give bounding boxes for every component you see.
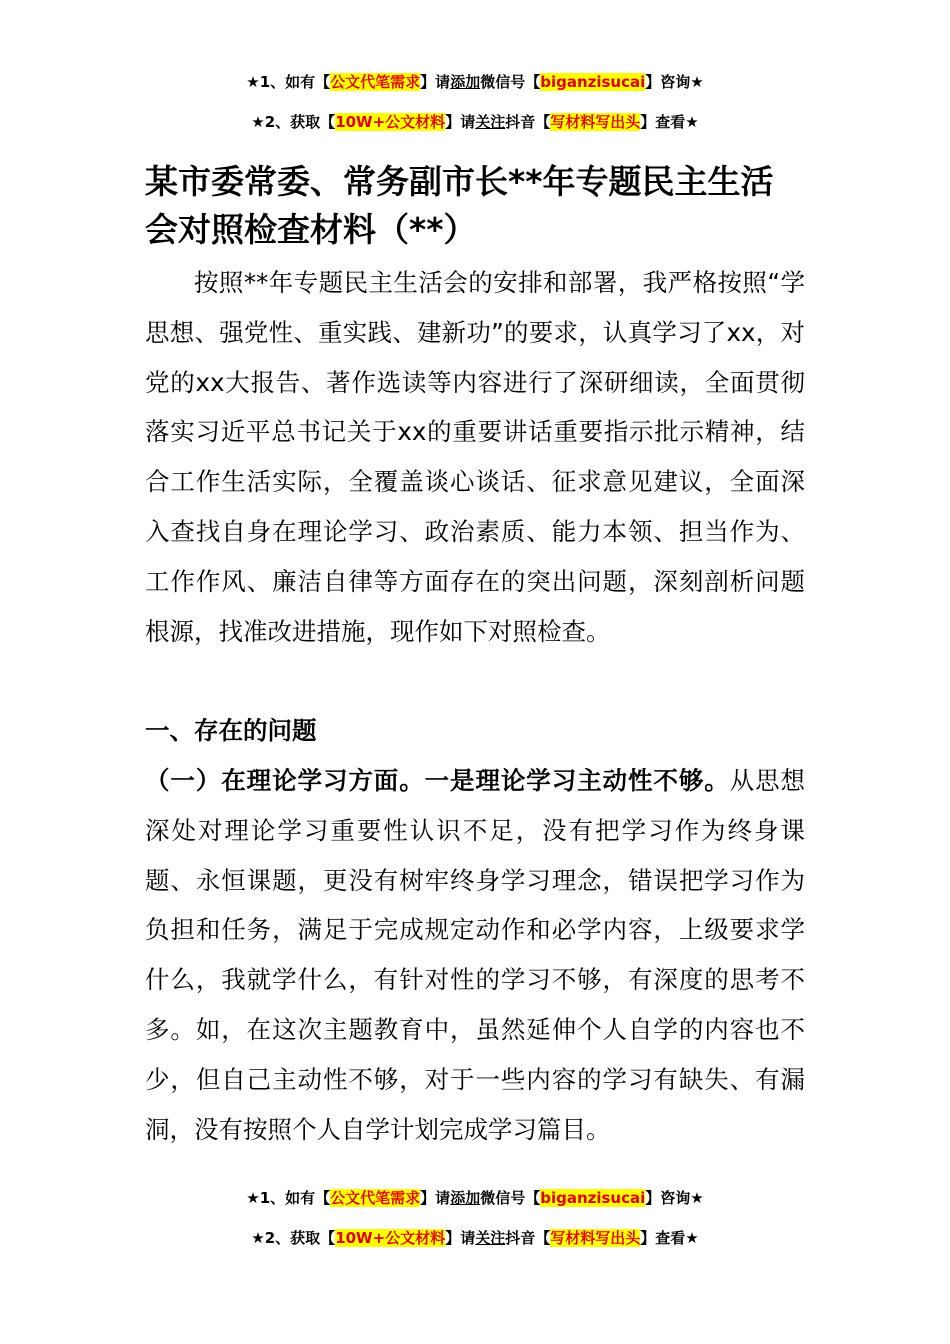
banner-underline: 添加: [450, 1189, 481, 1207]
banner-highlight: 公文代笔需求: [330, 73, 421, 91]
banner-text: 】请: [420, 73, 451, 91]
banner-text: 】咨询★: [645, 73, 704, 91]
document-title: 某市委常委、常务副市长**年专题民主生活会对照检查材料（**）: [145, 162, 774, 249]
banner-underline: 关注: [475, 1229, 506, 1247]
subsection-lead: （一）在理论学习方面。一是理论学习主动性不够。: [145, 766, 730, 795]
banner-highlight: 10W+公文材料: [335, 113, 446, 131]
banner-text: ★2、获取【: [251, 1229, 336, 1247]
banner-underline: 添加: [450, 73, 481, 91]
banner-text: 微信号【: [480, 73, 541, 91]
banner-highlight: 写材料写出头: [550, 113, 641, 131]
banner-text: 抖音【: [505, 1229, 551, 1247]
subsection-text: 从思想深处对理论学习重要性认识不足，没有把学习作为终身课题、永恒课题，更没有树牢终身学习理念，错误把学习作为负担和任务，满足于完成规定动作和必学内容，上级要求学什么，我就学什么，有针对性的学习不够，有深度的思考不多。如，在这次主题教育中，虽然延伸个人自学的内容也不少，但自己主动性不够，对于一些内容的学习有缺失、有漏洞，没有按照个人自学计划完成学习篇目。: [145, 766, 806, 1144]
banner-text: 】查看★: [640, 113, 699, 131]
banner-underline: 关注: [475, 113, 506, 131]
subsection-paragraph: [145, 756, 805, 1154]
bottom-banner-line-2: [0, 1228, 950, 1248]
banner-text: 抖音【: [505, 113, 551, 131]
banner-text: ★1、如有【: [246, 1189, 331, 1207]
banner-highlight: biganzisucai: [540, 1189, 646, 1207]
bottom-banner-line-1: [0, 1188, 950, 1208]
top-banner-line-1: [0, 72, 950, 92]
banner-highlight: biganzisucai: [540, 73, 646, 91]
banner-text: 】咨询★: [645, 1189, 704, 1207]
banner-highlight: 写材料写出头: [550, 1229, 641, 1247]
section-heading: 一、存在的问题: [145, 716, 317, 745]
banner-text: 】请: [445, 1229, 476, 1247]
banner-text: 】查看★: [640, 1229, 699, 1247]
banner-highlight: 10W+公文材料: [335, 1229, 446, 1247]
top-banner-line-2: [0, 112, 950, 132]
banner-highlight: 公文代笔需求: [330, 1189, 421, 1207]
banner-text: 微信号【: [480, 1189, 541, 1207]
banner-text: 】请: [420, 1189, 451, 1207]
banner-text: ★2、获取【: [251, 113, 336, 131]
banner-text: 】请: [445, 113, 476, 131]
intro-paragraph: 按照**年专题民主生活会的安排和部署，我严格按照“学思想、强党性、重实践、建新功”的要求，认真学习了xx，对党的xx大报告、著作选读等内容进行了深研细读，全面贯彻落实习近平总书记关于xx的重要讲话重要指示批示精神，结合工作生活实际，全覆盖谈心谈话、征求意见建议，全面深入查找自身在理论学习、政治素质、能力本领、担当作为、工作作风、廉洁自律等方面存在的突出问题，深刻剖析问题根源，找准改进措施，现作如下对照检查。: [145, 268, 805, 646]
banner-text: ★1、如有【: [246, 73, 331, 91]
